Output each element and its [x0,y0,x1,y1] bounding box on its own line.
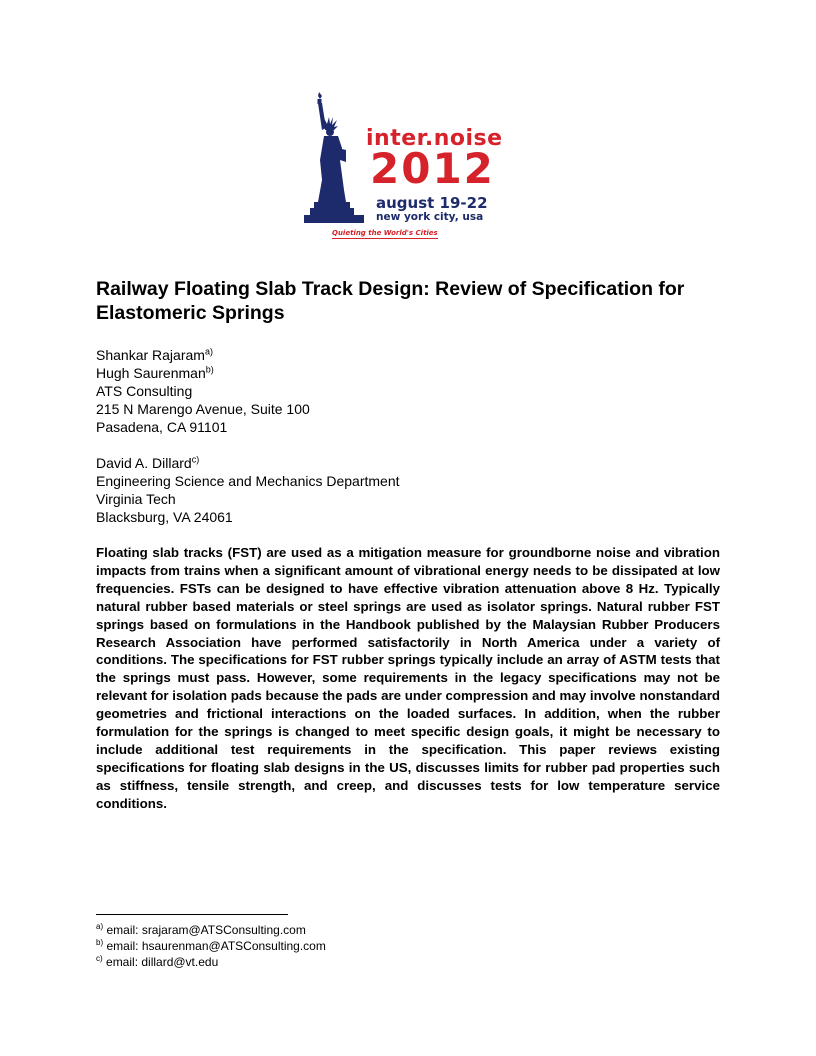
address-line: Blacksburg, VA 24061 [96,509,233,525]
author-line: David A. Dillard$^{c)}$ [96,454,200,471]
footnote-divider [96,914,288,915]
affiliation-line: Virginia Tech [96,491,176,507]
address-line: Pasadena, CA 91101 [96,419,228,435]
footnotes [96,922,326,970]
logo-year: 2012 [370,144,495,193]
conference-logo [300,90,503,250]
logo-dates: august 19-22 [376,194,488,212]
footnote: $^{b)}$ email: hsaurenman@ATSConsulting.com [96,938,326,953]
address-line: 215 N Marengo Avenue, Suite 100 [96,401,310,417]
affiliation-line: Engineering Science and Mechanics Department [96,473,400,489]
logo-city: new york city, usa [376,211,484,223]
author-block-2 [96,454,400,526]
logo-name: inter.noise [366,126,503,151]
paper-title: Railway Floating Slab Track Design: Review of Specification for Elastomeric Springs [96,278,685,324]
statue-of-liberty-icon [300,90,380,230]
footnote: $^{a)}$ email: srajaram@ATSConsulting.com [96,922,306,937]
affiliation-line: ATS Consulting [96,383,193,399]
logo-tagline: Quieting the World's Cities [332,229,438,237]
abstract: Floating slab tracks (FST) are used as a mitigation measure for groundborne noise and vibration impacts from trains when a significant amount of vibrational energy needs to be dissipated at low frequencies. FSTs can be designed to have effective vibration attenuation above 8 Hz. Typically natural rubber based materials or steel springs are used as isolator springs. Natural rubber FST springs based on formulations in the Handbook published by the Malaysian Rubber Producers Research Association have performed satisfactorily in North America under a variety of conditions. The specifications for FST rubber springs typically include an array of ASTM tests that the springs must pass. However, some requirements in the legacy specifications may not be relevant for isolation pads because the pads are under compression and may involve nonstandard geometries and frictional interactions on the loaded surfaces. In addition, when the rubber formulation for the springs is changed to meet specific design goals, it might be necessary to include additional test requirements in the specification. This paper reviews existing specifications for floating slab designs in the US, discusses limits for rubber pad properties such as stiffness, tensile strength, and creep, and discusses tests for low temperature service conditions. [96,545,720,811]
footnote: $^{c)}$ email: dillard@vt.edu [96,954,219,969]
author-line: Hugh Saurenman$^{b)}$ [96,364,214,381]
author-block-1 [96,346,310,436]
author-line: Shankar Rajaram$^{a)}$ [96,346,213,363]
